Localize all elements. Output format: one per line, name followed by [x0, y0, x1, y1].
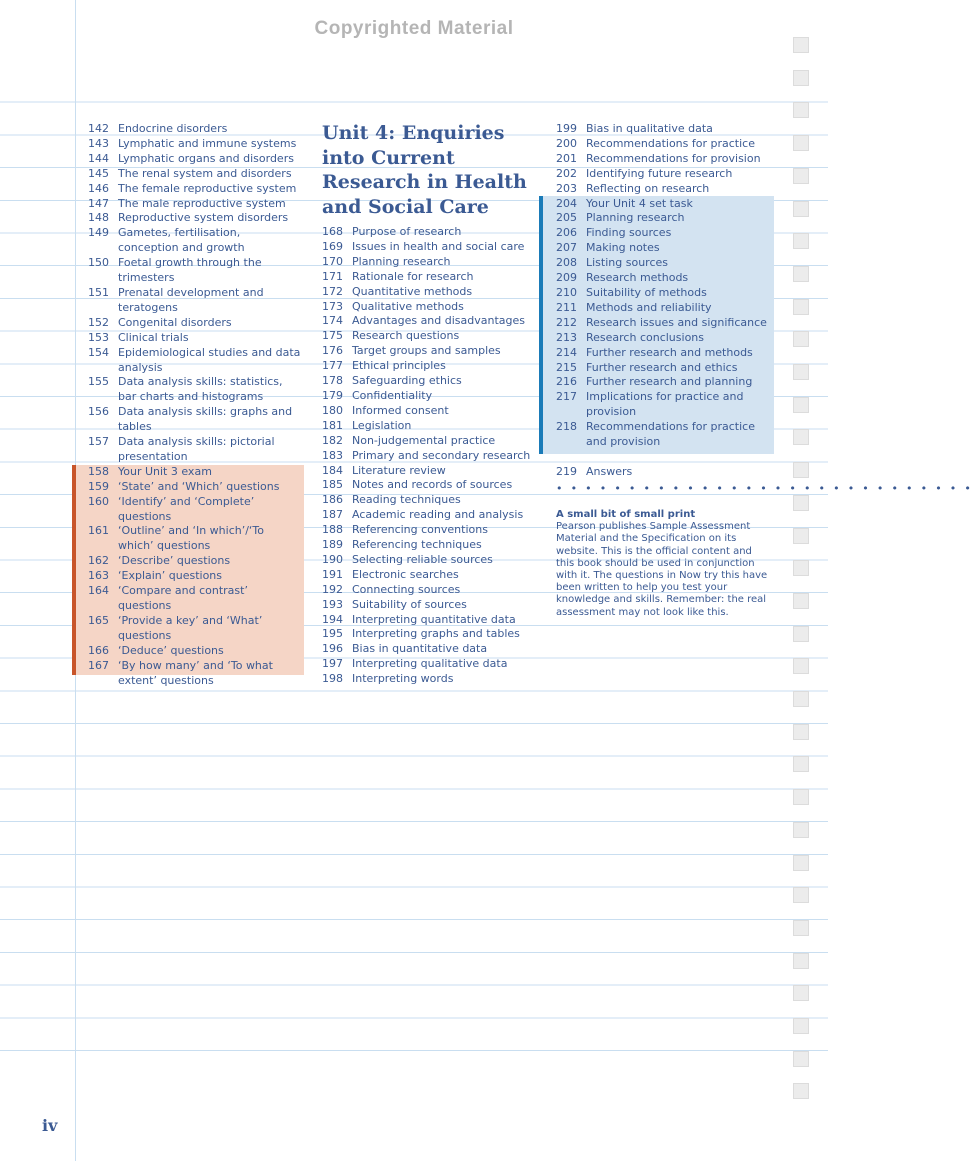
page-ref: 216 — [556, 375, 577, 389]
checkbox[interactable] — [793, 397, 809, 413]
entry-title: The female reproductive system — [118, 181, 297, 195]
contents-entry — [88, 256, 303, 286]
page-ref: 209 — [556, 271, 577, 285]
contents-entry — [88, 405, 303, 435]
page-ref: 183 — [322, 448, 343, 462]
entry-title: Target groups and samples — [352, 344, 501, 358]
contents-entry — [556, 420, 771, 450]
page-ref: 199 — [556, 122, 577, 135]
dotted-divider: • • • • • • • • • • • • • • • • • • • • • • • • • • • • • — [556, 482, 973, 495]
entry-title: Notes and records of sources — [352, 478, 513, 492]
contents-entry — [556, 256, 771, 271]
checkbox[interactable] — [793, 724, 809, 740]
checkbox[interactable] — [793, 233, 809, 249]
contents-entry — [556, 152, 771, 167]
contents-entry — [322, 523, 542, 538]
page-ref: 208 — [556, 256, 577, 270]
contents-entry — [556, 167, 771, 182]
contents-entry — [322, 404, 542, 419]
page-ref: 173 — [322, 299, 343, 313]
entry-title: Interpreting qualitative data — [352, 657, 508, 671]
contents-entry — [556, 346, 771, 361]
copyright-watermark: Copyrighted Material — [314, 18, 514, 39]
page-ref: 219 — [556, 464, 577, 478]
page-ref: 169 — [322, 239, 343, 253]
checkbox[interactable] — [793, 560, 809, 576]
page-ref: 191 — [322, 567, 343, 581]
page-ref: 207 — [556, 241, 577, 255]
contents-column-1 — [88, 122, 303, 688]
contents-entry — [322, 493, 542, 508]
contents-entry — [322, 240, 542, 255]
contents-entry — [88, 569, 303, 584]
contents-entry — [322, 598, 542, 613]
entry-title: Quantitative methods — [352, 284, 473, 298]
contents-entry — [322, 672, 542, 687]
entry-title: ‘Outline’ and ‘In which’/‘To which’ questions — [118, 524, 265, 553]
entry-title: Safeguarding ethics — [352, 374, 462, 388]
entry-title: Data analysis skills: graphs and tables — [118, 405, 293, 434]
page-ref: 217 — [556, 390, 577, 404]
contents-entry — [322, 449, 542, 464]
page-ref: 165 — [88, 613, 109, 627]
entry-title: ‘Provide a key’ and ‘What’ questions — [118, 613, 263, 642]
entry-title: Methods and reliability — [586, 300, 712, 314]
contents-entry — [556, 390, 771, 420]
contents-entry — [88, 435, 303, 465]
checkbox[interactable] — [793, 135, 809, 151]
contents-entry — [556, 211, 771, 226]
page-ref: 186 — [322, 493, 343, 507]
entry-title: Electronic searches — [352, 567, 459, 581]
page-ref: 182 — [322, 433, 343, 447]
entry-title: Lymphatic organs and disorders — [118, 151, 294, 165]
page-ref: 206 — [556, 226, 577, 240]
page-ref: 178 — [322, 374, 343, 388]
contents-entry — [556, 450, 771, 465]
page-ref: 194 — [322, 612, 343, 626]
page-ref: 212 — [556, 315, 577, 329]
page-ref: 176 — [322, 344, 343, 358]
entry-title: Referencing techniques — [352, 538, 482, 552]
entry-title: Making notes — [586, 241, 660, 255]
contents-entry — [322, 568, 542, 583]
contents-entry — [88, 465, 303, 480]
checkbox[interactable] — [793, 429, 809, 445]
entry-title: ‘Explain’ questions — [118, 569, 223, 583]
checkbox[interactable] — [793, 691, 809, 707]
contents-entry — [88, 137, 303, 152]
contents-entry — [88, 584, 303, 614]
page-ref: 198 — [322, 672, 343, 686]
contents-entry — [88, 182, 303, 197]
checkbox[interactable] — [793, 855, 809, 871]
entry-title: Rationale for research — [352, 269, 474, 283]
contents-entry — [88, 122, 303, 137]
page-ref: 180 — [322, 403, 343, 417]
checkbox[interactable] — [793, 266, 809, 282]
contents-entry — [556, 316, 771, 331]
contents-entry — [88, 554, 303, 569]
entry-title: ‘Deduce’ questions — [118, 643, 224, 657]
page-ref: 172 — [322, 284, 343, 298]
page-ref: 211 — [556, 300, 577, 314]
checkbox[interactable] — [793, 1051, 809, 1067]
checkbox[interactable] — [793, 1083, 809, 1099]
entry-title: Congenital disorders — [118, 315, 232, 329]
contents-entry — [88, 375, 303, 405]
page-ref: 144 — [88, 151, 109, 165]
page-ref: 156 — [88, 405, 109, 419]
contents-entry — [322, 583, 542, 598]
entry-title: Recommendations for practice and provision — [586, 420, 755, 449]
entry-title: Gametes, fertilisation, conception and growth — [118, 226, 245, 255]
page-ref: 171 — [322, 269, 343, 283]
contents-entry — [88, 659, 303, 689]
entry-title: Your Unit 3 exam — [118, 464, 212, 478]
page-ref: 188 — [322, 523, 343, 537]
contents-entry — [88, 495, 303, 525]
page-ref: 190 — [322, 552, 343, 566]
entry-title: Suitability of methods — [586, 285, 707, 299]
page-ref: 200 — [556, 136, 577, 150]
entry-title: Finding sources — [586, 226, 672, 240]
page-ref: 174 — [322, 314, 343, 328]
checkbox[interactable] — [793, 887, 809, 903]
entry-title: Endocrine disorders — [118, 122, 228, 135]
checkbox[interactable] — [793, 593, 809, 609]
contents-entry — [322, 464, 542, 479]
entry-title: Referencing conventions — [352, 523, 488, 537]
page-ref: 187 — [322, 508, 343, 522]
checkbox[interactable] — [793, 299, 809, 315]
entry-title: Listing sources — [586, 256, 668, 270]
page-ref: 179 — [322, 388, 343, 402]
entry-title: Suitability of sources — [352, 597, 467, 611]
entry-title: The renal system and disorders — [118, 166, 292, 180]
page-ref: 184 — [322, 463, 343, 477]
small-print-heading: A small bit of small print — [556, 509, 696, 520]
entry-title: Research methods — [586, 271, 689, 285]
page-ref: 142 — [88, 122, 109, 135]
contents-entry — [322, 508, 542, 523]
contents-column-2 — [322, 225, 542, 687]
page-ref: 196 — [322, 642, 343, 656]
entry-title: Bias in qualitative data — [586, 122, 713, 135]
contents-entry — [556, 331, 771, 346]
contents-entry — [88, 346, 303, 376]
entry-title: Your Unit 4 set task — [586, 196, 693, 210]
page-ref: 145 — [88, 166, 109, 180]
contents-entry — [556, 271, 771, 286]
entry-title: Further research and ethics — [586, 360, 738, 374]
page-ref: 161 — [88, 524, 109, 538]
entry-title: Planning research — [586, 211, 685, 225]
page-ref: 160 — [88, 494, 109, 508]
contents-entry — [322, 374, 542, 389]
page-ref: 189 — [322, 538, 343, 552]
page-ref: 152 — [88, 315, 109, 329]
contents-entry — [556, 122, 771, 137]
page-ref: 192 — [322, 582, 343, 596]
entry-title: Purpose of research — [352, 225, 462, 238]
page-ref: 158 — [88, 464, 109, 478]
contents-entry — [322, 314, 542, 329]
contents-entry — [88, 480, 303, 495]
contents-entry — [556, 361, 771, 376]
contents-entry — [322, 344, 542, 359]
contents-entry — [556, 286, 771, 301]
contents-entry — [556, 226, 771, 241]
contents-entry — [322, 255, 542, 270]
page-ref: 157 — [88, 435, 109, 449]
contents-entry — [322, 285, 542, 300]
page-ref: 149 — [88, 226, 109, 240]
entry-title: Further research and methods — [586, 345, 753, 359]
checkbox[interactable] — [793, 789, 809, 805]
entry-title: Connecting sources — [352, 582, 461, 596]
entry-title: Selecting reliable sources — [352, 552, 493, 566]
page-ref: 213 — [556, 330, 577, 344]
page-ref: 210 — [556, 285, 577, 299]
page-ref: 197 — [322, 657, 343, 671]
entry-title: Answers — [586, 464, 633, 478]
checkbox[interactable] — [793, 658, 809, 674]
entry-title: ‘By how many’ and ‘To what extent’ questions — [118, 658, 273, 687]
page-ref: 168 — [322, 225, 343, 238]
page-ref: 202 — [556, 166, 577, 180]
contents-entry — [88, 644, 303, 659]
page-ref: 181 — [322, 418, 343, 432]
contents-entry — [88, 331, 303, 346]
page-ref: 164 — [88, 584, 109, 598]
checkbox[interactable] — [793, 364, 809, 380]
contents-entry — [322, 300, 542, 315]
contents-entry — [556, 182, 771, 197]
contents-entry — [322, 613, 542, 628]
page-ref: 150 — [88, 256, 109, 270]
page-ref: 154 — [88, 345, 109, 359]
contents-entry — [88, 316, 303, 331]
entry-title — [586, 450, 771, 465]
page-ref: 166 — [88, 643, 109, 657]
entry-title: Epidemiological studies and data analysis — [118, 345, 301, 374]
contents-entry — [556, 301, 771, 316]
entry-title: Reading techniques — [352, 493, 461, 507]
page-ref: 163 — [88, 569, 109, 583]
page-ref: 218 — [556, 420, 577, 434]
entry-title: Recommendations for practice — [586, 136, 755, 150]
entry-title: Implications for practice and provision — [586, 390, 744, 419]
page-ref: 153 — [88, 330, 109, 344]
contents-entry — [88, 167, 303, 182]
entry-title: Literature review — [352, 463, 446, 477]
contents-entry — [556, 137, 771, 152]
page-ref: 201 — [556, 151, 577, 165]
entry-title: Interpreting words — [352, 672, 454, 686]
entry-title: Further research and planning — [586, 375, 753, 389]
entry-title: Interpreting graphs and tables — [352, 627, 520, 641]
contents-entry — [88, 614, 303, 644]
page-ref: 205 — [556, 211, 577, 225]
checkbox[interactable] — [793, 1018, 809, 1034]
contents-entry — [322, 657, 542, 672]
contents-entry — [556, 465, 771, 480]
contents-entry — [88, 524, 303, 554]
entry-title: Informed consent — [352, 403, 449, 417]
page-ref: 148 — [88, 211, 109, 225]
contents-entry — [556, 241, 771, 256]
page-ref: 175 — [322, 329, 343, 343]
page-ref: 162 — [88, 554, 109, 568]
contents-entry — [322, 538, 542, 553]
page-ref: 147 — [88, 196, 109, 210]
checkbox[interactable] — [793, 756, 809, 772]
entry-title: Planning research — [352, 254, 451, 268]
entry-title: The male reproductive system — [118, 196, 286, 210]
entry-title: Data analysis skills: statistics, bar charts and histograms — [118, 375, 283, 404]
page-ref: 185 — [322, 478, 343, 492]
checkbox[interactable] — [793, 495, 809, 511]
contents-entry — [88, 152, 303, 167]
page-ref: 203 — [556, 181, 577, 195]
small-print — [556, 509, 771, 619]
page-ref: 170 — [322, 254, 343, 268]
contents-entry — [322, 642, 542, 657]
entry-title: Bias in quantitative data — [352, 642, 488, 656]
contents-entry — [556, 197, 771, 212]
contents-entry — [322, 225, 542, 240]
page-ref: 177 — [322, 359, 343, 373]
entry-title: Clinical trials — [118, 330, 189, 344]
contents-entry — [322, 329, 542, 344]
checkbox[interactable] — [793, 168, 809, 184]
page-ref: 167 — [88, 658, 109, 672]
contents-entry — [322, 389, 542, 404]
contents-entry — [322, 270, 542, 285]
page-ref: 204 — [556, 196, 577, 210]
checkbox[interactable] — [793, 37, 809, 53]
entry-title: Interpreting quantitative data — [352, 612, 516, 626]
page-ref — [556, 450, 586, 465]
small-print-body: Pearson publishes Sample Assessment Material and the Specification on its website. This is the official content and this book should be used in conjunction with it. The questions in Now try this have been written to help you test your knowledge and skills. Remember: the real assessment may not look like this. — [556, 521, 768, 618]
entry-title: Identifying future research — [586, 166, 733, 180]
checkbox[interactable] — [793, 985, 809, 1001]
checkbox[interactable] — [793, 201, 809, 217]
checkbox[interactable] — [793, 822, 809, 838]
page-ref: 146 — [88, 181, 109, 195]
entry-title: Academic reading and analysis — [352, 508, 524, 522]
entry-title: Data analysis skills: pictorial presentation — [118, 435, 275, 463]
entry-title: Reflecting on research — [586, 181, 710, 195]
entry-title: Recommendations for provision — [586, 151, 761, 165]
entry-title: Confidentiality — [352, 388, 433, 402]
page-ref: 193 — [322, 597, 343, 611]
entry-title: ‘State’ and ‘Which’ questions — [118, 479, 280, 493]
checkbox[interactable] — [793, 953, 809, 969]
checkbox[interactable] — [793, 70, 809, 86]
entry-title: Research conclusions — [586, 330, 704, 344]
entry-title: Qualitative methods — [352, 299, 464, 313]
contents-entry — [322, 553, 542, 568]
entry-title: Legislation — [352, 418, 412, 432]
contents-entry — [322, 419, 542, 434]
entry-title: ‘Identify’ and ‘Complete’ questions — [118, 494, 255, 523]
page-number: iv — [42, 1116, 58, 1135]
contents-entry — [322, 359, 542, 374]
entry-title: Primary and secondary research — [352, 448, 531, 462]
entry-title: Research questions — [352, 329, 460, 343]
checkbox[interactable] — [793, 331, 809, 347]
contents-entry — [88, 286, 303, 316]
contents-entry — [322, 627, 542, 642]
entry-title: Reproductive system disorders — [118, 211, 289, 225]
contents-entry — [88, 211, 303, 226]
unit-title: Unit 4: Enquiries into Current Research in Health and Social Care — [322, 122, 527, 218]
entry-title: Advantages and disadvantages — [352, 314, 526, 328]
page-ref: 155 — [88, 375, 109, 389]
page-ref: 159 — [88, 479, 109, 493]
contents-column-3 — [556, 122, 771, 480]
contents-entry — [322, 434, 542, 449]
checkbox[interactable] — [793, 462, 809, 478]
checkbox[interactable] — [793, 102, 809, 118]
entry-title: Research issues and significance — [586, 315, 767, 329]
page-ref: 215 — [556, 360, 577, 374]
entry-title: Prenatal development and teratogens — [118, 285, 264, 314]
checkbox[interactable] — [793, 528, 809, 544]
contents-entry — [88, 226, 303, 256]
checkbox[interactable] — [793, 920, 809, 936]
page-ref: 151 — [88, 285, 109, 299]
contents-entry — [556, 375, 771, 390]
entry-title: Non-judgemental practice — [352, 433, 496, 447]
page-ref: 214 — [556, 345, 577, 359]
entry-title: Lymphatic and immune systems — [118, 136, 297, 150]
checkbox[interactable] — [793, 626, 809, 642]
entry-title: ‘Describe’ questions — [118, 554, 231, 568]
contents-entry — [88, 197, 303, 212]
page-ref: 143 — [88, 136, 109, 150]
entry-title: Ethical principles — [352, 359, 446, 373]
entry-title: Issues in health and social care — [352, 239, 525, 253]
entry-title: ‘Compare and contrast’ questions — [118, 584, 248, 612]
page-ref: 195 — [322, 627, 343, 641]
contents-entry — [322, 478, 542, 493]
entry-title: Foetal growth through the trimesters — [118, 256, 262, 285]
